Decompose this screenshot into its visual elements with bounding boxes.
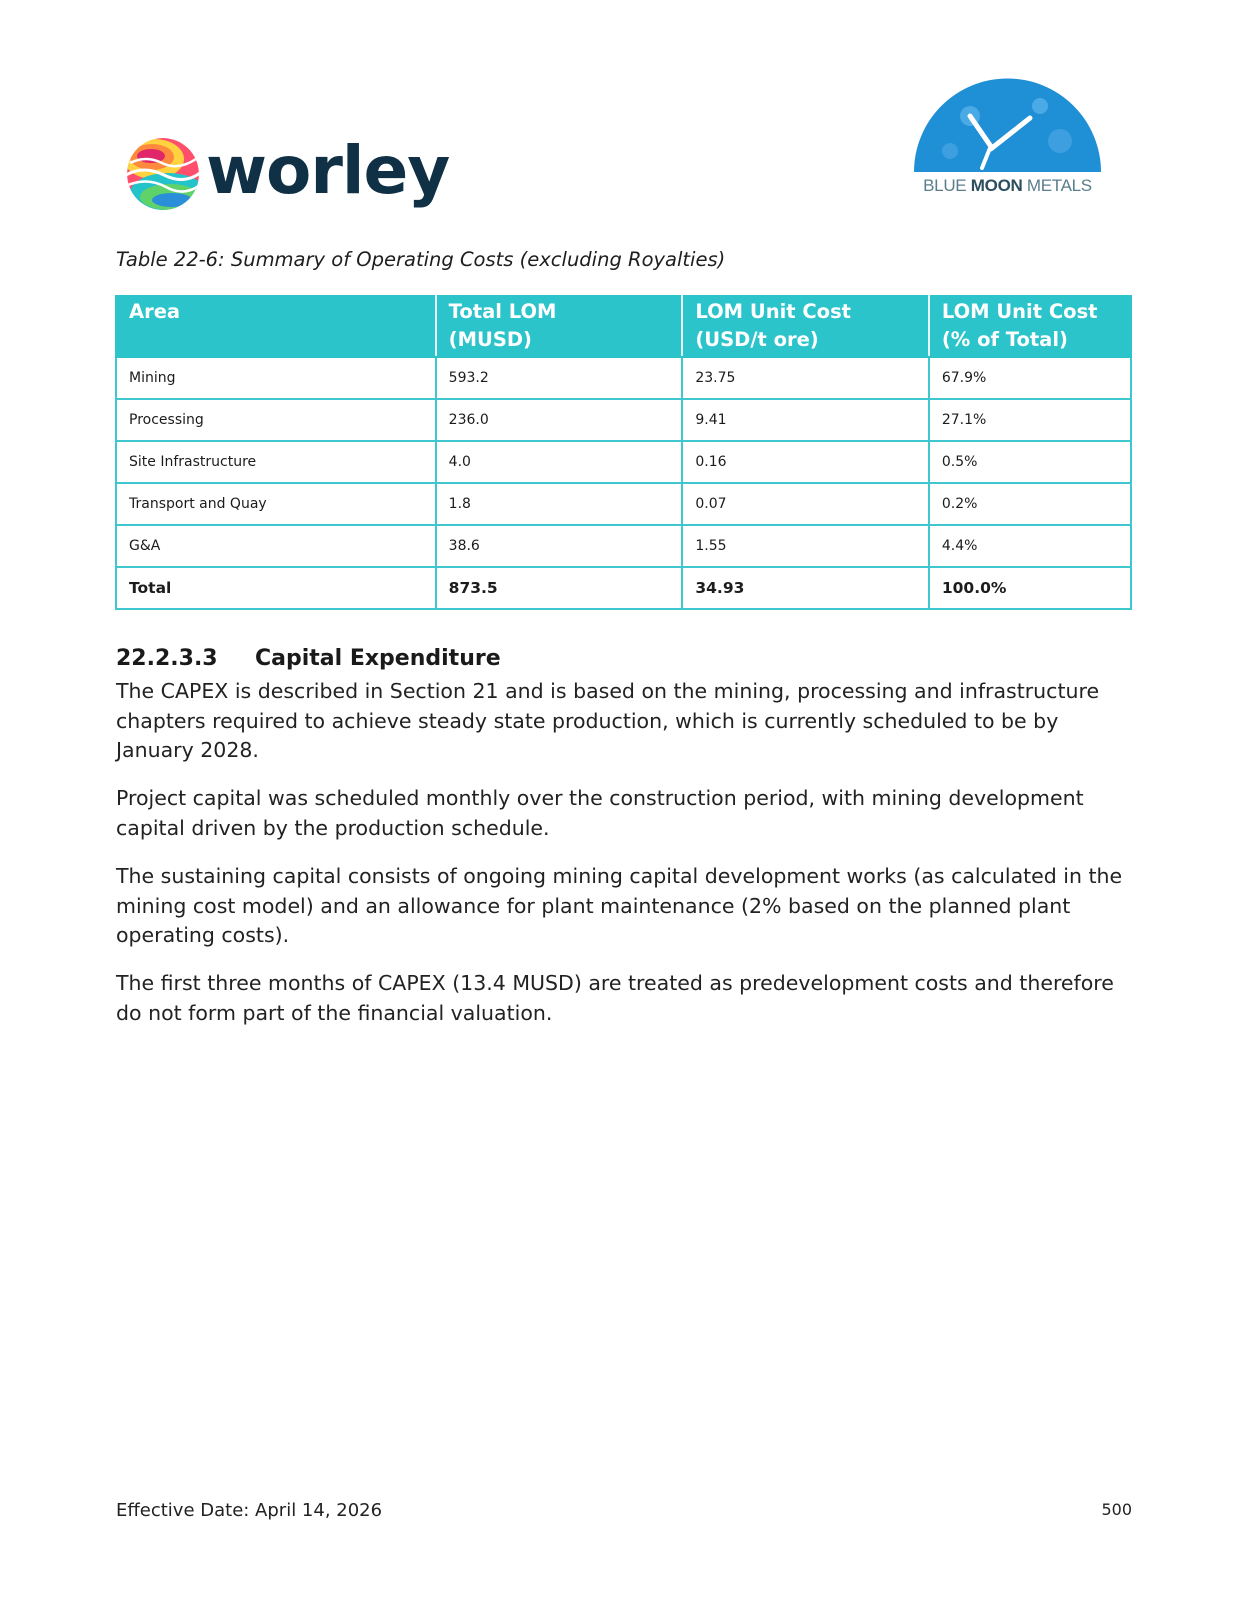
cell-unit-cost: 1.55 — [682, 525, 928, 567]
worley-wordmark: worley — [206, 132, 450, 209]
worley-logo — [124, 132, 450, 215]
paragraph: The first three months of CAPEX (13.4 MUSD) are treated as predevelopment costs and therefore do not form part of the financial valuation. — [116, 971, 1114, 1025]
table-header-row — [116, 296, 1131, 357]
cell-unit-cost: 0.16 — [682, 441, 928, 483]
table-row — [116, 441, 1131, 483]
table-row — [116, 357, 1131, 399]
moon-icon — [910, 76, 1105, 176]
section-title: Capital Expenditure — [255, 646, 501, 671]
blue-moon-metals-logo — [910, 76, 1105, 201]
paragraph: Project capital was scheduled monthly over the construction period, with mining development capital driven by the production schedule. — [116, 786, 1084, 840]
section-heading — [116, 646, 501, 671]
cell-pct: 27.1% — [929, 399, 1131, 441]
table-row — [116, 483, 1131, 525]
cell-area: G&A — [116, 525, 436, 567]
cell-unit-cost: 34.93 — [682, 567, 928, 609]
cell-total-lom: 236.0 — [436, 399, 683, 441]
cell-area: Transport and Quay — [116, 483, 436, 525]
cell-pct: 0.5% — [929, 441, 1131, 483]
effective-date: Effective Date: April 14, 2026 — [116, 1500, 383, 1521]
worley-swirl-icon — [124, 135, 202, 213]
cell-total-lom: 593.2 — [436, 357, 683, 399]
cell-unit-cost: 9.41 — [682, 399, 928, 441]
table-caption: Table 22-6: Summary of Operating Costs (excluding Royalties) — [116, 248, 726, 271]
cell-pct: 0.2% — [929, 483, 1131, 525]
cell-area: Mining — [116, 357, 436, 399]
cell-pct: 67.9% — [929, 357, 1131, 399]
page-number: 500 — [1101, 1500, 1132, 1519]
paragraph: The sustaining capital consists of ongoing mining capital development works (as calculated in the mining cost model) and an allowance for plant maintenance (2% based on the planned plant operating costs). — [116, 864, 1123, 947]
cell-area: Processing — [116, 399, 436, 441]
cell-unit-cost: 23.75 — [682, 357, 928, 399]
cell-pct: 100.0% — [929, 567, 1131, 609]
header-total-lom: Total LOM (MUSD) — [436, 296, 683, 357]
header-unit-cost-pct: LOM Unit Cost (% of Total) — [929, 296, 1131, 357]
paragraph: The CAPEX is described in Section 21 and is based on the mining, processing and infrastructure chapters required to achieve steady state production, which is currently scheduled to be by January 2028. — [116, 679, 1100, 762]
header-unit-cost-usd: LOM Unit Cost (USD/t ore) — [682, 296, 928, 357]
cell-total-lom: 4.0 — [436, 441, 683, 483]
cell-area: Site Infrastructure — [116, 441, 436, 483]
section-number: 22.2.3.3 — [116, 646, 218, 671]
cell-area: Total — [116, 567, 436, 609]
cell-total-lom: 1.8 — [436, 483, 683, 525]
table-total-row — [116, 567, 1131, 609]
cell-pct: 4.4% — [929, 525, 1131, 567]
cell-unit-cost: 0.07 — [682, 483, 928, 525]
table-row — [116, 525, 1131, 567]
cell-total-lom: 38.6 — [436, 525, 683, 567]
blue-moon-metals-wordmark: BLUE MOON METALS — [923, 176, 1092, 195]
cell-total-lom: 873.5 — [436, 567, 683, 609]
table-row — [116, 399, 1131, 441]
header-area: Area — [116, 296, 436, 357]
operating-costs-table — [115, 295, 1132, 610]
